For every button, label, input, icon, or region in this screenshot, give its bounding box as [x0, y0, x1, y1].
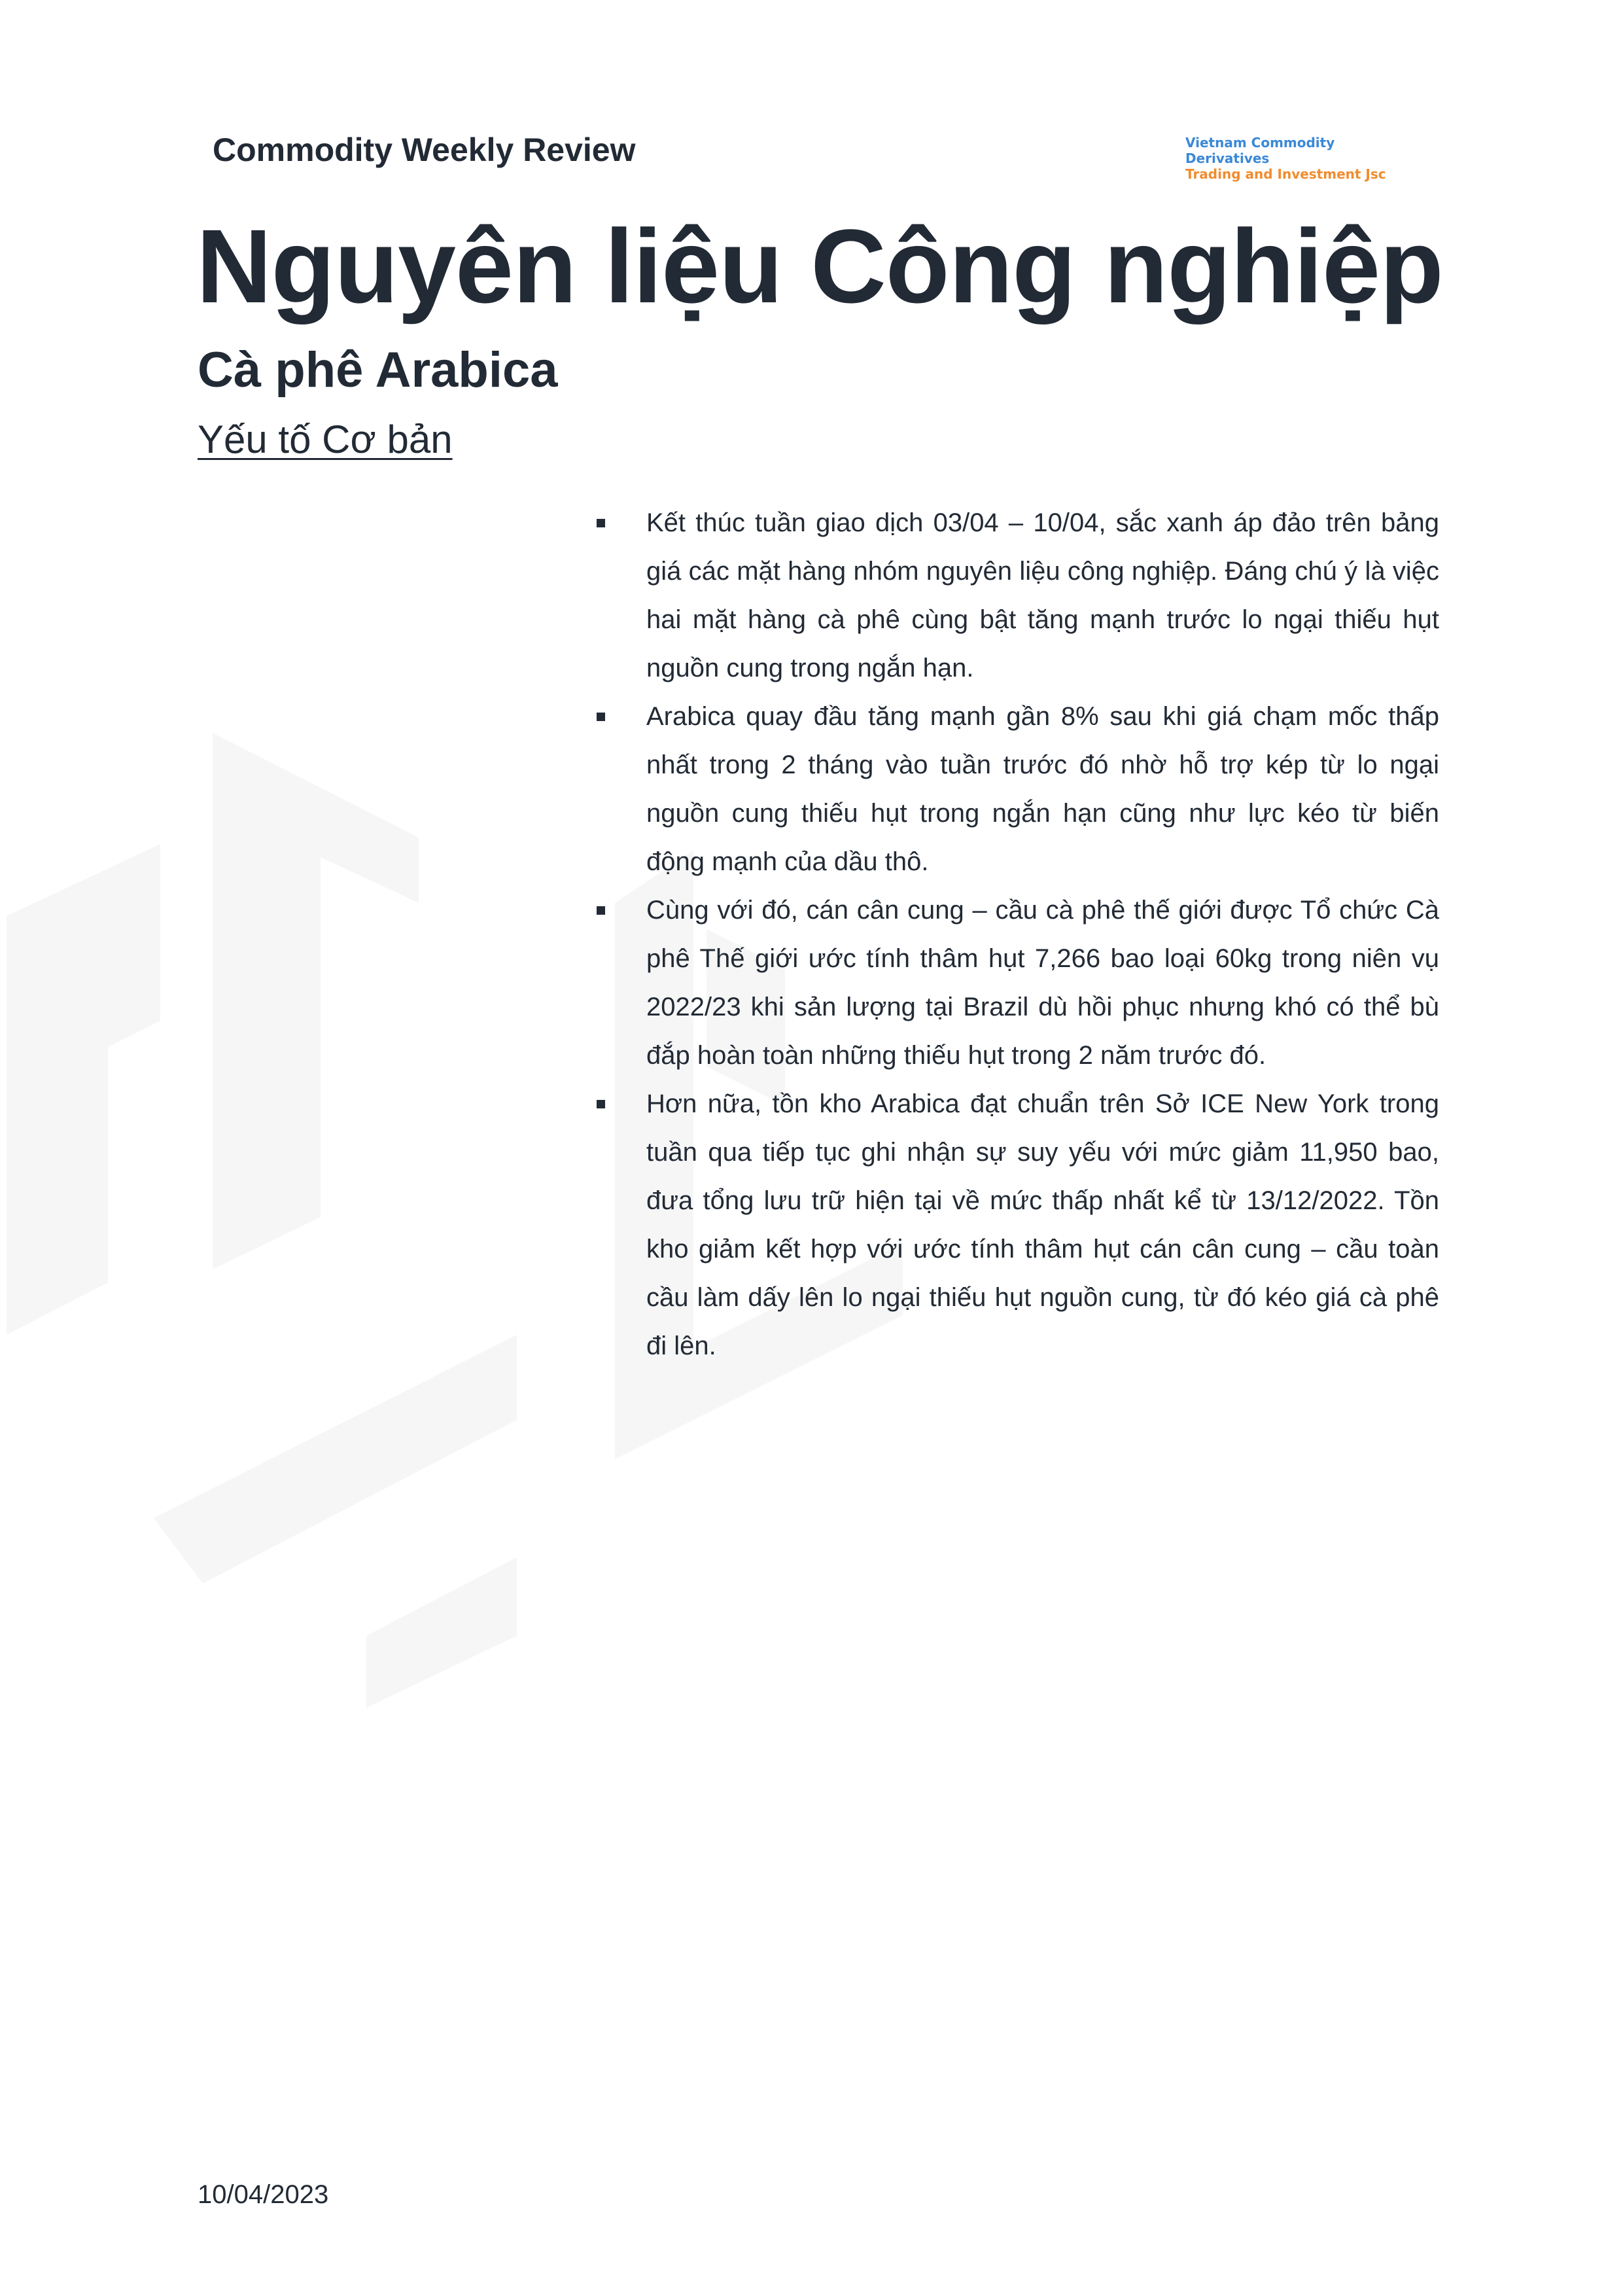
report-header-title: Commodity Weekly Review: [213, 132, 636, 168]
bullet-item: [595, 1080, 1439, 1370]
square-bullet-icon: [597, 713, 605, 721]
logo-line-1: Vietnam Commodity Derivatives: [1185, 135, 1335, 166]
report-date: 10/04/2023: [198, 2180, 329, 2209]
square-bullet-icon: [597, 906, 605, 915]
square-bullet-icon: [597, 1100, 605, 1108]
bullet-text: Kết thúc tuần giao dịch 03/04 – 10/04, sắc xanh áp đảo trên bảng giá các mặt hàng nhóm nguyên liệu công nghiệp. Đáng chú ý là việc hai mặt hàng cà phê cùng bật tăng mạnh trước lo ngại thiếu hụt nguồn cung trong ngắn hạn.: [646, 508, 1439, 682]
bullet-item: [595, 886, 1439, 1080]
bullet-text: Hơn nữa, tồn kho Arabica đạt chuẩn trên Sở ICE New York trong tuần qua tiếp tục ghi nhận sự suy yếu với mức giảm 11,950 bao, đưa tổng lưu trữ hiện tại về mức thấp nhất kể từ 13/12/2022. Tồn kho giảm kết hợp với ước tính thâm hụt cán cân cung – cầu toàn cầu làm dấy lên lo ngại thiếu hụt nguồn cung, từ đó kéo giá cà phê đi lên.: [646, 1089, 1439, 1360]
bullet-text: Cùng với đó, cán cân cung – cầu cà phê thế giới được Tổ chức Cà phê Thế giới ước tính thâm hụt 7,266 bao loại 60kg trong niên vụ 2022/23 khi sản lượng tại Brazil dù hồi phục nhưng khó có thể bù đắp hoàn toàn những thiếu hụt trong 2 năm trước đó.: [646, 896, 1439, 1070]
analysis-bullet-list: [595, 499, 1439, 1370]
page-title: Nguyên liệu Công nghiệp: [196, 207, 1443, 325]
logo-line-2: Trading and Investment Jsc: [1185, 166, 1386, 182]
section-heading: Yếu tố Cơ bản: [198, 417, 453, 461]
bullet-item: [595, 499, 1439, 692]
bullet-item: [595, 692, 1439, 886]
bullet-text: Arabica quay đầu tăng mạnh gần 8% sau khi giá chạm mốc thấp nhất trong 2 tháng vào tuần trước đó nhờ hỗ trợ kép từ lo ngại nguồn cung thiếu hụt trong ngắn hạn cũng như lực kéo từ biến động mạnh của dầu thô.: [646, 702, 1439, 876]
company-logo: [1185, 135, 1421, 182]
commodity-subtitle: Cà phê Arabica: [198, 342, 558, 398]
square-bullet-icon: [597, 519, 605, 527]
